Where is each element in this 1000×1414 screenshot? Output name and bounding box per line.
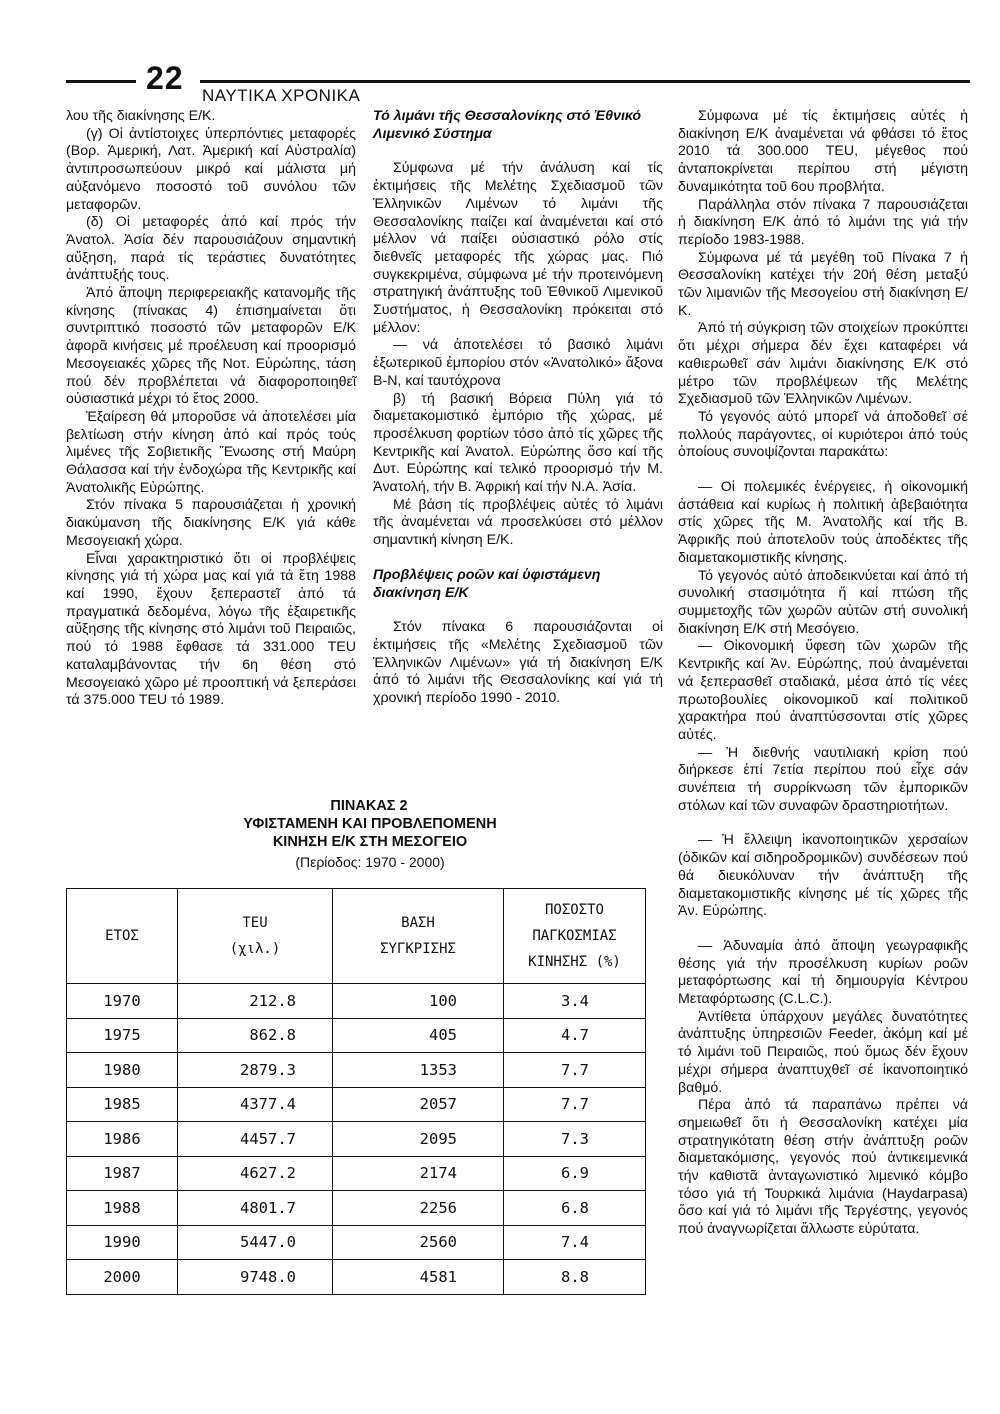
table-row: [67, 1225, 646, 1260]
header-year: ΕΤΟΣ: [67, 889, 178, 984]
table-header-row: [67, 889, 646, 984]
cell-teu: 4801.7: [178, 1191, 333, 1226]
page-number: 22: [146, 60, 184, 96]
table-row: [67, 1191, 646, 1226]
paragraph: Ἀπό τή σύγκριση τῶν στοιχείων προκύπτει ὅτι μέχρι σήμερα δέν ἔχει καταφέρει νά καθιερωθεῖ σάν λιμάνι διακίνησης Ε/Κ στό μέτρο τῶν προβλέψεων τῆς Μελέτης Σχεδιασμοῦ τῶν Ἑλληνικῶν Λιμένων.: [678, 320, 968, 408]
magazine-title: ΝΑΥΤΙΚΑ ΧΡΟΝΙΚΑ: [202, 86, 361, 105]
column-2: [373, 108, 663, 708]
cell-base: 2256: [333, 1191, 504, 1226]
cell-teu: 862.8: [178, 1018, 333, 1053]
section-heading-thessaloniki: Τό λιμάνι τῆς Θεσσαλονίκης στό Ἐθνικό Λιμενικό Σύστημα: [373, 108, 642, 142]
paragraph: Παράλληλα στόν πίνακα 7 παρουσιάζεται ἡ διακίνηση Ε/Κ ἀπό τό λιμάνι της γιά τήν περίοδο 1983-1988.: [678, 196, 968, 248]
cell-year: 1990: [67, 1225, 178, 1260]
cell-percent: 7.3: [504, 1122, 646, 1157]
paragraph: β) τή βασική Βόρεια Πύλη γιά τό διαμετακομιστικό ἐμπόριο τῆς χώρας, μέ προσέλκυση φορτίων τόσο ἀπό τίς χῶρες τῆς Κεντρικῆς καί Ἀνατολ. Εὐρώπης ὅσο καί τῆς Δυτ. Εὐρώπης καί τελικό προορισμό τήν Μ. Ἀνατολή, τήν Β. Ἀφρική καί τήν Ν.Α. Ἀσία.: [373, 390, 663, 496]
table-row: [67, 1018, 646, 1053]
cell-percent: 6.9: [504, 1156, 646, 1191]
paragraph: λου τῆς διακίνησης Ε/Κ.: [66, 108, 216, 124]
cell-year: 1986: [67, 1122, 178, 1157]
paragraph: Ἀπό ἄποψη περιφερειακῆς κατανομῆς τῆς κίνησης (πίνακας 4) ἐπισημαίνεται ὅτι συντριπτικό ποσοστό τῶν μεταφορῶν Ε/Κ ἀφορᾶ κινήσεις μέ προέλευση καί προορισμό Μεσογειακές χῶρες τῆς Νοτ. Εὐρώπης, τάση πού δέν προβλέπεται νά διαφοροποιηθεῖ οὐσιαστικά μέχρι τό ἔτος 2000.: [66, 285, 356, 408]
cell-year: 1980: [67, 1053, 178, 1088]
paragraph: Στόν πίνακα 5 παρουσιάζεται ἡ χρονική διακύμανση τῆς διακίνησης Ε/Κ γιά κάθε Μεσογειακή χώρα.: [66, 497, 356, 549]
cell-base: 1353: [333, 1053, 504, 1088]
header-teu: TEU (χιλ.): [178, 889, 333, 984]
table-row: [67, 1122, 646, 1157]
cell-percent: 4.7: [504, 1018, 646, 1053]
cell-base: 4581: [333, 1260, 504, 1295]
cell-teu: 4377.4: [178, 1087, 333, 1122]
paragraph: — Οἰκονομική ὕφεση τῶν χωρῶν τῆς Κεντρικῆς καί Ἀν. Εὐρώπης, πού ἀναμένεται νά ξεπερασθεῖ σταδιακά, μέσα ἀπό τίς νέες πρωτοβουλίες οἰκονομικοῦ καί πολιτικοῦ χαρακτήρα πού ἀναπτύσσονται στίς χῶρες αὐτές.: [678, 638, 968, 743]
table-caption-title: ΥΦΙΣΤΑΜΕΝΗ ΚΑΙ ΠΡΟΒΛΕΠΟΜΕΝΗ: [243, 816, 497, 832]
cell-percent: 3.4: [504, 984, 646, 1019]
paragraph: (γ) Οἱ ἀντίστοιχες ὑπερπόντιες μεταφορές (Βορ. Ἀμερική, Λατ. Ἀμερική καί Αὐστραλία) ἀντιπροσωπεύουν μικρό καί μάλιστα μή αὐξανόμενο ποσοστό τοῦ συνόλου τῶν μεταφορῶν.: [66, 125, 356, 213]
paragraph: — Οἱ πολεμικές ἐνέργειες, ἡ οἰκονομική ἀστάθεια καί κυρίως ἡ πολιτική ἀβεβαιότητα στίς χῶρες τῆς Μ. Ἀνατολῆς καί τῆς Β. Ἀφρικῆς πού ἀποτελοῦν τούς ἀποδέκτες τῆς διαμετακομιστικῆς κίνησης.: [678, 479, 968, 566]
cell-year: 1987: [67, 1156, 178, 1191]
cell-teu: 2879.3: [178, 1053, 333, 1088]
cell-percent: 7.7: [504, 1053, 646, 1088]
paragraph: (δ) Οἱ μεταφορές ἀπό καί πρός τήν Ἀνατολ. Ἀσία δέν παρουσιάζουν σημαντική αὔξηση, παρά τίς τεράστιες δυνατότητες ἀνάπτυξής τους.: [66, 214, 356, 284]
cell-base: 2095: [333, 1122, 504, 1157]
table-row: [67, 1053, 646, 1088]
header-rule-right: [200, 80, 970, 83]
cell-year: 1970: [67, 984, 178, 1019]
cell-teu: 4627.2: [178, 1156, 333, 1191]
cell-percent: 8.8: [504, 1260, 646, 1295]
cell-year: 1985: [67, 1087, 178, 1122]
paragraph: Μέ βάση τίς προβλέψεις αὐτές τό λιμάνι τῆς ἀναμένεται νά προσελκύσει στό μέλλον σημαντική κίνηση Ε/Κ.: [373, 496, 663, 549]
paragraph: Τό γεγονός αὐτό μπορεῖ νά ἀποδοθεῖ σέ πολλούς παράγοντες, οἱ κυριότεροι ἀπό τούς ὁποίους συνοψίζονται παρακάτω:: [678, 408, 968, 461]
cell-percent: 7.4: [504, 1225, 646, 1260]
cell-percent: 6.8: [504, 1191, 646, 1226]
paragraph: Τό γεγονός αὐτό ἀποδεικνύεται καί ἀπό τή συνολική στασιμότητα ἤ καί πτώση τῆς συμμετοχῆς τῶν χωρῶν αὐτῶν στή συνολική διακίνηση Ε/Κ στή Μεσόγειο.: [678, 567, 968, 637]
table-row: [67, 1260, 646, 1295]
paragraph: Στόν πίνακα 6 παρουσιάζονται οἱ ἐκτιμήσεις τῆς «Μελέτης Σχεδιασμοῦ τῶν Ἑλληνικῶν Λιμένων» γιά τή διακίνηση Ε/Κ ἀπό τό λιμάνι τῆς Θεσσαλονίκης καί γιά τή χρονική περίοδο 1990 - 2010.: [373, 619, 663, 707]
table-caption-subtitle: ΚΙΝΗΣΗ Ε/Κ ΣΤΗ ΜΕΣΟΓΕΙΟ: [272, 834, 468, 850]
paragraph: Εἶναι χαρακτηριστικό ὅτι οἱ προβλέψεις κίνησης γιά τή χώρα μας καί γιά τά ἔτη 1988 καί 1990, ἔχουν ξεπεραστεῖ ἀπό τά πραγματικά δεδομένα, λόγω τῆς ἐξαιρετικῆς αὔξησης τῆς κίνησης στό λιμάνι τοῦ Πειραιῶς, πού τό 1988 ἔφθασε τά 331.000 TEU καταλαμβάνοντας τήν 6η θέση στό Μεσογειακό χῶρο μέ προοπτική νά ξεπεράσει τά 375.000 TEU τό 1989.: [66, 550, 356, 709]
header-base: ΒΑΣΗ ΣΥΓΚΡΙΣΗΣ: [333, 889, 504, 984]
cell-base: 405: [333, 1018, 504, 1053]
cell-base: 2560: [333, 1225, 504, 1260]
table-caption-period: (Περίοδος: 1970 - 2000): [295, 854, 445, 870]
cell-teu: 4457.7: [178, 1122, 333, 1157]
header-rule-left: [66, 80, 136, 83]
column-3: [678, 108, 968, 1239]
paragraph: Σύμφωνα μέ τίς ἐκτιμήσεις αὐτές ἡ διακίνηση Ε/Κ ἀναμένεται νά φθάσει τό ἔτος 2010 τά 300.000 TEU, μέγεθος πού ἀνταποκρίνεται περίπου στή μέγιστη δυναμικότητα τοῦ 6ου προβλήτα.: [678, 108, 968, 195]
cell-base: 100: [333, 984, 504, 1019]
table-row: [67, 984, 646, 1019]
cell-base: 2174: [333, 1156, 504, 1191]
paragraph: Ἀντίθετα ὑπάρχουν μεγάλες δυνατότητες ἀνάπτυξης ὑπηρεσιῶν Feeder, ἀκόμη καί μέ τό λιμάνι τοῦ Πειραιῶς, πού ὅμως δέν ἔχουν μέχρι σήμερα ἀναπτυχθεῖ σέ ἱκανοποιητικό βαθμό.: [678, 1008, 968, 1096]
cell-teu: 9748.0: [178, 1260, 333, 1295]
paragraph: — νά ἀποτελέσει τό βασικό λιμάνι ἐξωτερικοῦ ἐμπορίου στόν «Ἀνατολικό» ἄξονα Β-Ν, καί ταυτόχρονα: [373, 337, 663, 389]
table-row: [67, 1156, 646, 1191]
paragraph: Πέρα ἀπό τά παραπάνω πρέπει νά σημειωθεῖ ὅτι ἡ Θεσσαλονίκη κατέχει μία στρατηγικότατη θέση στήν ἀνάπτυξη ροῶν διαμετακόμισης, γεγονός πού ἀντικειμενικά τήν καθιστᾶ ἀνταγωνιστικό λιμενικό κόμβο τόσο γιά τή Τουρκικά λιμάνια (Haydarpasa) ὅσο καί γιά τό λιμάνι τῆς Τεργέστης, γεγονός πού ἀναγνωρίζεται ἄλλωστε εὐρύτατα.: [678, 1097, 968, 1238]
containers-table: [66, 888, 646, 1295]
section-heading-forecasts: Προβλέψεις ροῶν καί ὑφιστάμενη διακίνηση Ε/Κ: [373, 566, 601, 601]
cell-teu: 212.8: [178, 984, 333, 1019]
cell-percent: 7.7: [504, 1087, 646, 1122]
header-percent: ΠΟΣΟΣΤΟ ΠΑΓΚΟΣΜΙΑΣ ΚΙΝΗΣΗΣ (%): [504, 889, 646, 984]
paragraph: Ἐξαίρεση θά μποροῦσε νά ἀποτελέσει μία βελτίωση στήν κίνηση ἀπό καί πρός τούς λιμένες τῆς Σοβιετικῆς Ἕνωσης στή Μαύρη Θάλασσα καί τήν ἐνδοχώρα τῆς Κεντρικῆς καί Ἀνατολικῆς Εὐρώπης.: [66, 408, 356, 496]
paragraph: — Ἡ ἔλλειψη ἱκανοποιητικῶν χερσαίων (ὁδικῶν καί σιδηροδρομικῶν) συνδέσεων πού θά διευκόλυναν τήν ἀνάπτυξη τῆς διαμετακομιστικῆς κίνησης μέ τίς χῶρες τῆς Ἀν. Εὐρώπης.: [678, 832, 968, 920]
cell-year: 1988: [67, 1191, 178, 1226]
cell-teu: 5447.0: [178, 1225, 333, 1260]
table-row: [67, 1087, 646, 1122]
paragraph: — Ἀδυναμία ἀπό ἄποψη γεωγραφικῆς θέσης γιά τήν προσέλκυση κυρίων ροῶν μεταφόρτωσης καί τή δημιουργία Κέντρου Μεταφόρτωσης (C.L.C.).: [678, 937, 968, 1008]
column-1: [66, 108, 356, 710]
paragraph: Σύμφωνα μέ τά μεγέθη τοῦ Πίνακα 7 ἡ Θεσσαλονίκη κατέχει τήν 20ή θέση μεταξύ τῶν λιμανιῶν τῆς Μεσογείου στή διακίνηση Ε/Κ.: [678, 249, 968, 319]
paragraph: — Ἡ διεθνής ναυτιλιακή κρίση πού διήρκεσε ἐπί 7ετία περίπου πού εἶχε σάν συνέπεια τή συρρίκνωση τῶν ἐμπορικῶν στόλων καί τῶν συναφῶν δραστηριοτήτων.: [678, 744, 968, 814]
table-caption-number: ΠΙΝΑΚΑΣ 2: [330, 798, 408, 814]
paragraph: Σύμφωνα μέ τήν ἀνάλυση καί τίς ἐκτιμήσεις τῆς Μελέτης Σχεδιασμοῦ τῶν Ἑλληνικῶν Λιμένων τό λιμάνι τῆς Θεσσαλονίκης παίζει καί ἀναμένεται καί στό μέλλον νά παίξει οὐσιαστικό ρόλο στίς διεθνεῖς μεταφορές τῆς χώρας μας. Πιό συγκεκριμένα, σύμφωνα μέ τήν προτεινόμενη στρατηγική ἀνάπτυξης τοῦ Ἐθνικοῦ Λιμενικοῦ Συστήματος, ἡ Θεσσαλονίκη πρόκειται στό μέλλον:: [373, 160, 663, 336]
cell-year: 2000: [67, 1260, 178, 1295]
cell-year: 1975: [67, 1018, 178, 1053]
cell-base: 2057: [333, 1087, 504, 1122]
